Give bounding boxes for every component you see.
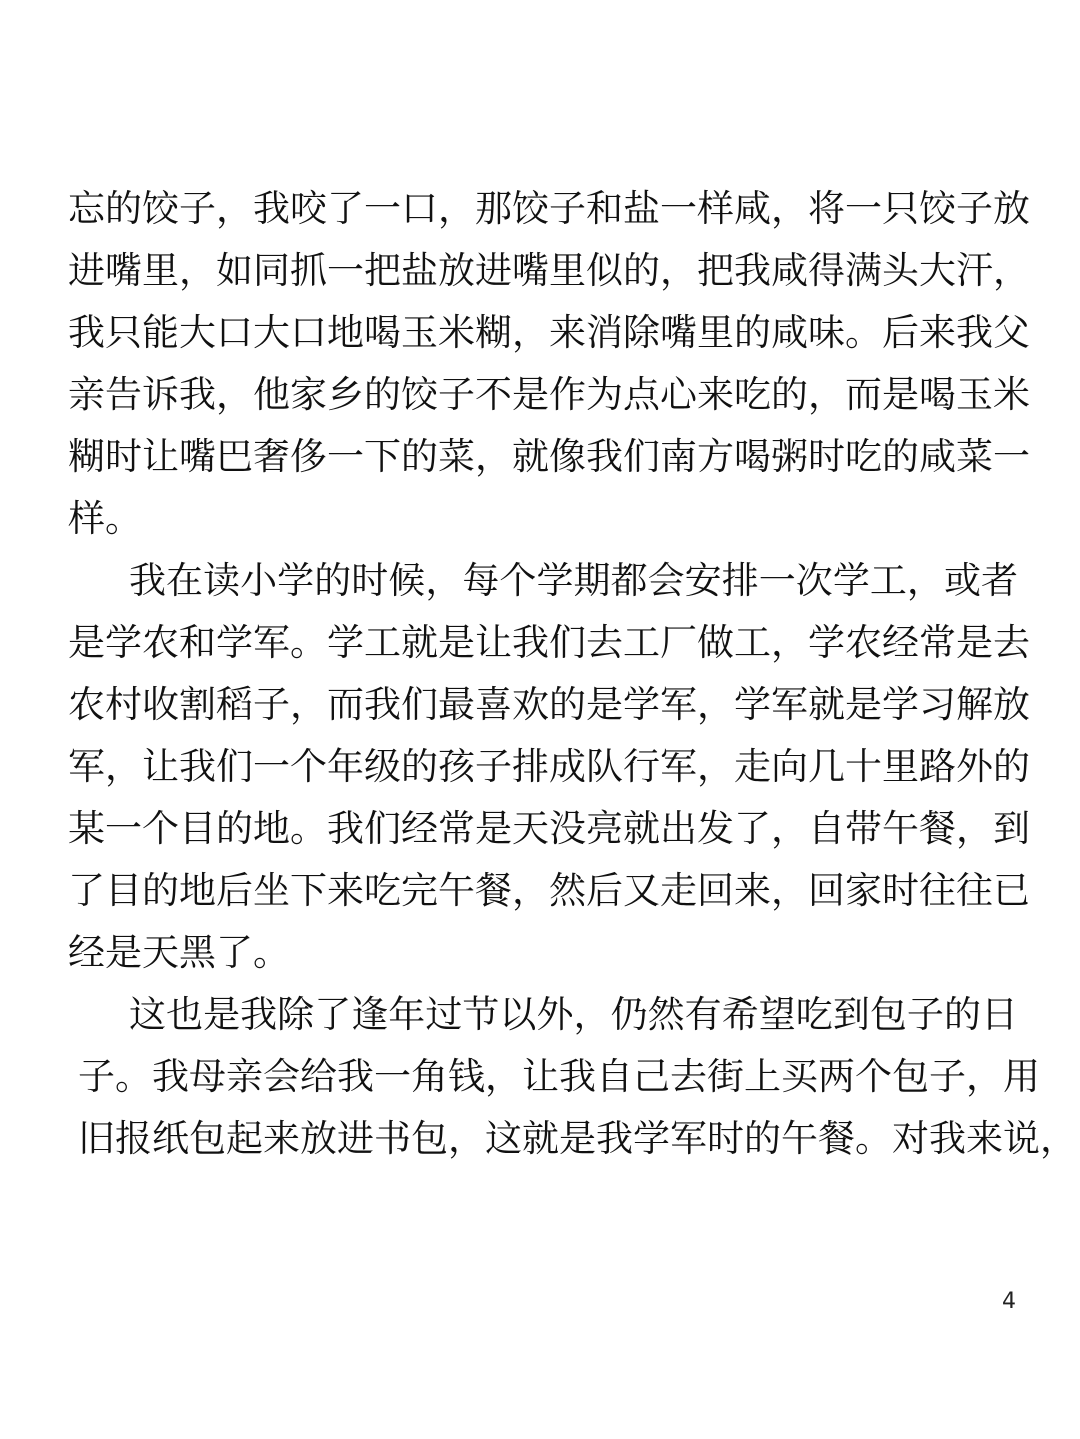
text-line: 农村收割稻子，而我们最喜欢的是学军，学军就是学习解放 <box>68 683 1030 726</box>
text-line: 了目的地后坐下来吃完午餐，然后又走回来，回家时往往已 <box>68 869 1030 912</box>
text-line: 子。我母亲会给我一角钱，让我自己去街上买两个包子，用 <box>78 1055 1040 1098</box>
text-line: 军，让我们一个年级的孩子排成队行军，走向几十里路外的 <box>68 745 1030 788</box>
text-line: 进嘴里，如同抓一把盐放进嘴里似的，把我咸得满头大汗， <box>68 249 1030 292</box>
text-line: 是学农和学军。学工就是让我们去工厂做工，学农经常是去 <box>68 621 1030 664</box>
text-line: 亲告诉我，他家乡的饺子不是作为点心来吃的，而是喝玉米 <box>68 373 1030 416</box>
paragraph-start-line: 这也是我除了逢年过节以外，仍然有希望吃到包子的日 <box>129 993 1018 1036</box>
body-text <box>68 178 1077 1170</box>
text-line: 忘的饺子，我咬了一口，那饺子和盐一样咸，将一只饺子放 <box>68 187 1030 230</box>
text-line: 糊时让嘴巴奢侈一下的菜，就像我们南方喝粥时吃的咸菜一 <box>68 435 1030 478</box>
text-line: 我只能大口大口地喝玉米糊，来消除嘴里的咸味。后来我父 <box>68 311 1030 354</box>
text-line: 经是天黑了。 <box>68 931 290 974</box>
text-line: 某一个目的地。我们经常是天没亮就出发了，自带午餐，到 <box>68 807 1030 850</box>
text-line: 样。 <box>68 497 142 540</box>
paragraph-start-line: 我在读小学的时候，每个学期都会安排一次学工，或者 <box>129 559 1018 602</box>
text-line: 旧报纸包起来放进书包，这就是我学军时的午餐。对我来说， <box>78 1117 1077 1160</box>
page-number: 4 <box>1002 1289 1016 1314</box>
